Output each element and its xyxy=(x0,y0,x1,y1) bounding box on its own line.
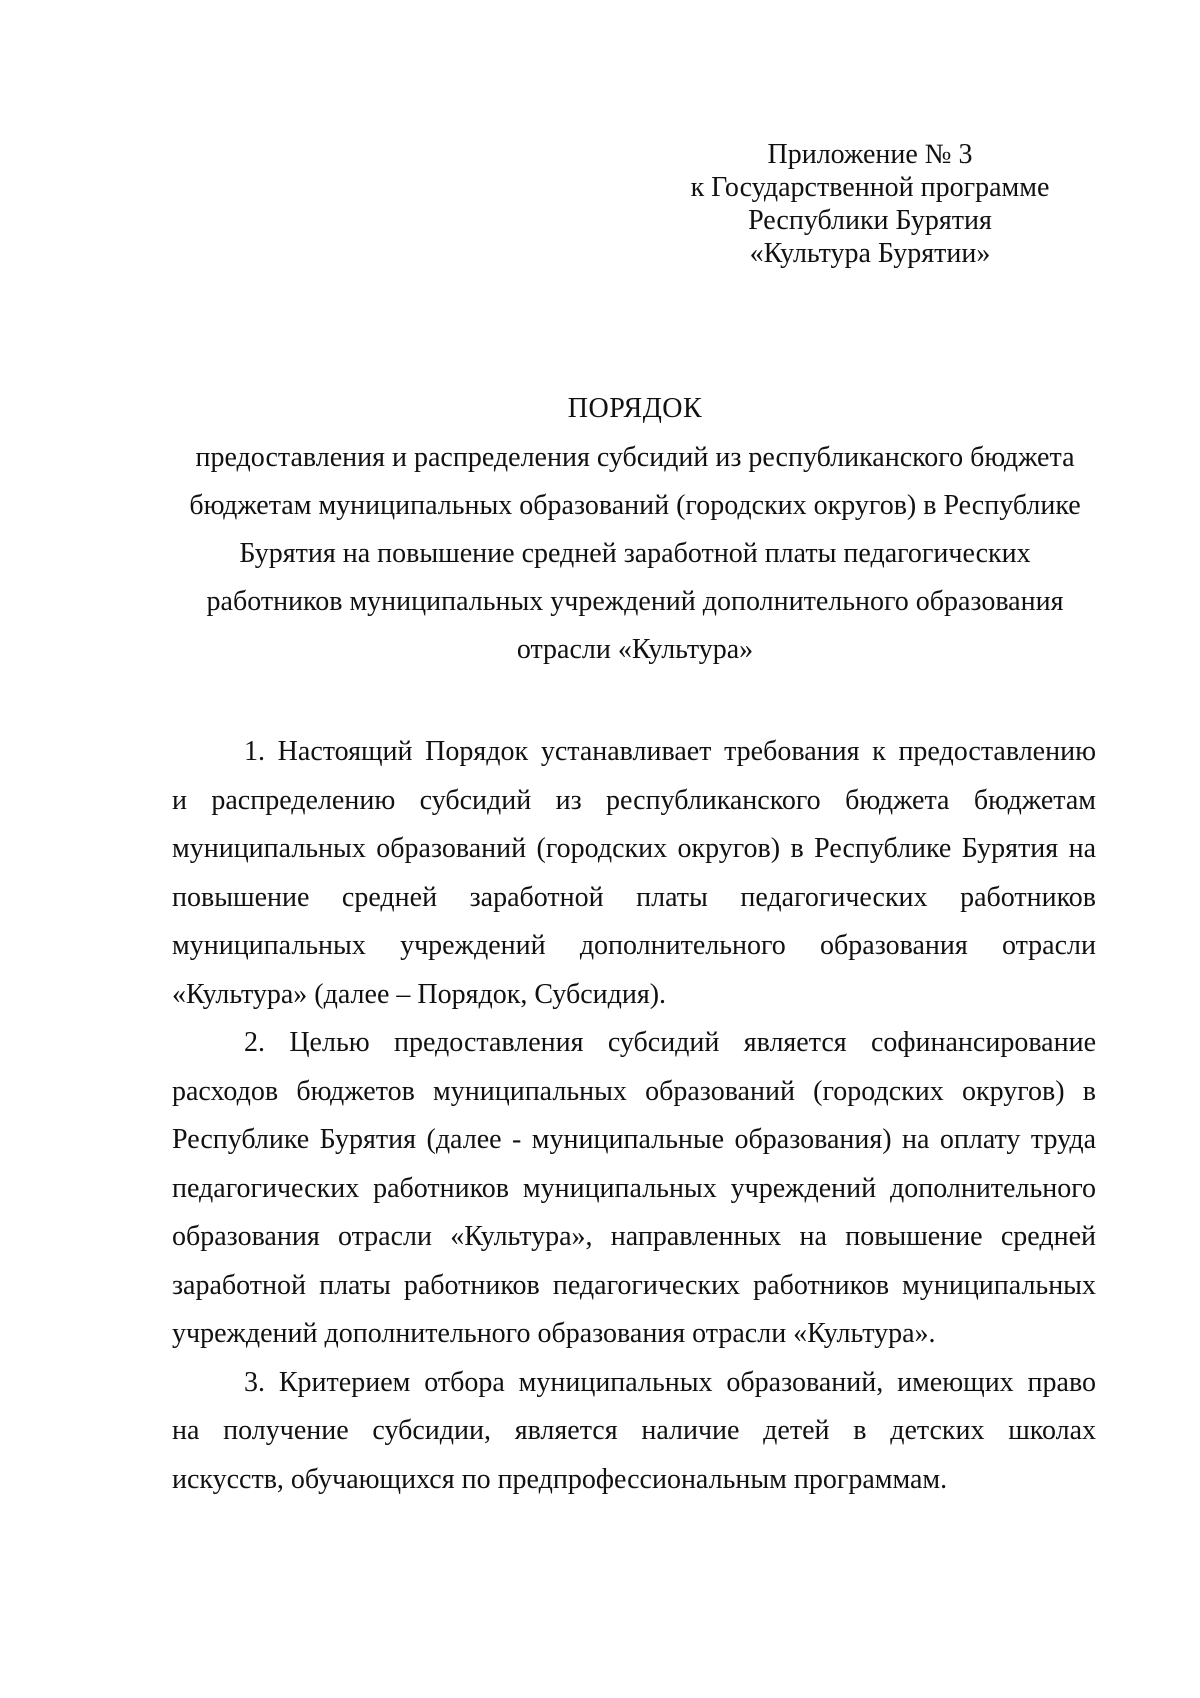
paragraph-2 xyxy=(172,1019,1096,1359)
appendix-line: Республики Бурятия xyxy=(748,205,992,236)
paragraph-1 xyxy=(172,728,1096,1019)
paragraph-line: повышение средней заработной платы педагогических работников xyxy=(172,881,1096,913)
paragraph-line: и распределению субсидий из республиканского бюджета бюджетам xyxy=(172,784,1096,816)
paragraph-line: заработной платы работников педагогических работников муниципальных xyxy=(172,1269,1096,1301)
paragraph-line: на получение субсидии, является наличие детей в детских школах xyxy=(172,1415,1096,1446)
appendix-header xyxy=(660,138,1080,270)
paragraph-line: 3. Критерием отбора муниципальных образований, имеющих право xyxy=(244,1366,1096,1398)
paragraph-3 xyxy=(172,1359,1096,1505)
appendix-line: Приложение № 3 xyxy=(767,139,973,170)
title-subtitle-line: предоставления и распределения субсидий из республиканского бюджета xyxy=(195,442,1075,473)
paragraph-line: Республике Бурятия (далее - муниципальные образования) на оплату труда xyxy=(172,1124,1096,1155)
paragraph-line: расходов бюджетов муниципальных образований (городских округов) в xyxy=(172,1075,1096,1107)
paragraph-line: педагогических работников муниципальных учреждений дополнительного xyxy=(172,1172,1096,1204)
paragraph-line: муниципальных учреждений дополнительного образования отрасли xyxy=(172,930,1096,961)
title-subtitle-line: работников муниципальных учреждений дополнительного образования xyxy=(206,586,1064,617)
paragraph-line: 1. Настоящий Порядок устанавливает требования к предоставлению xyxy=(244,736,1096,767)
paragraph-line: искусств, обучающихся по предпрофессиональным программам. xyxy=(172,1463,948,1495)
paragraph-line: учреждений дополнительного образования отрасли «Культура». xyxy=(172,1318,936,1349)
appendix-line: к Государственной программе xyxy=(690,172,1050,203)
document-title xyxy=(170,388,1100,674)
paragraph-line: «Культура» (далее – Порядок, Субсидия). xyxy=(172,978,667,1010)
paragraph-line: муниципальных образований (городских округов) в Республике Бурятия на xyxy=(172,833,1096,864)
paragraph-line: образования отрасли «Культура», направленных на повышение средней xyxy=(172,1221,1096,1252)
title-subtitle-line: бюджетам муниципальных образований (городских округов) в Республике xyxy=(189,490,1081,521)
paragraph-line: 2. Целью предоставления субсидий является софинансирование xyxy=(244,1027,1096,1058)
document-body xyxy=(172,728,1096,1504)
title-subtitle-line: Бурятия на повышение средней заработной платы педагогических xyxy=(239,538,1031,569)
title-subtitle-line: отрасли «Культура» xyxy=(516,634,754,665)
appendix-line: «Культура Бурятии» xyxy=(749,238,991,269)
document-heading: ПОРЯДОК xyxy=(567,393,703,424)
